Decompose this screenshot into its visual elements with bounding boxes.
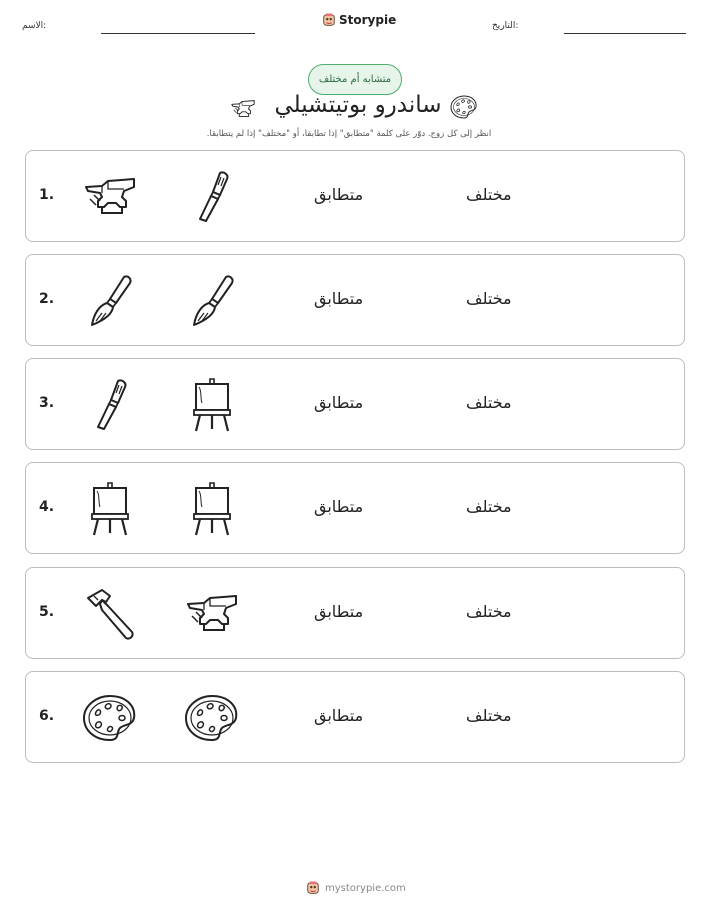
option-same[interactable]: متطابق [314,602,364,621]
anvil-icon [226,95,260,123]
option-different[interactable]: مختلف [466,602,512,621]
row-number: 2. [39,291,55,307]
palette-icon [447,92,481,122]
option-different[interactable]: مختلف [466,393,512,412]
row-number: 4. [39,499,55,515]
easel-icon [80,479,140,539]
option-different[interactable]: مختلف [466,289,512,308]
easel-icon [182,479,242,539]
storypie-logo-icon [306,880,320,896]
name-label: الاسم: [22,21,47,31]
footer-url: mystorypie.com [325,882,406,894]
exercise-row [25,254,685,346]
option-different[interactable]: مختلف [466,185,512,204]
option-same[interactable]: متطابق [314,289,364,308]
exercise-row [25,150,685,242]
paintbrush-icon [182,271,242,331]
exercise-row [25,671,685,763]
easel-icon [182,375,242,435]
date-label: التاريخ: [492,21,519,31]
option-same[interactable]: متطابق [314,185,364,204]
brand-text: Storypie [339,13,397,27]
date-line[interactable] [564,33,686,34]
row-number: 3. [39,395,55,411]
page-title: ساندرو بوتيتشيلي [274,92,442,118]
palette-icon [80,688,140,748]
anvil-icon [80,167,140,227]
exercise-row [25,567,685,659]
exercise-row [25,462,685,554]
row-number: 1. [39,187,55,203]
storypie-logo-icon [322,12,336,28]
brand [322,12,396,28]
option-same[interactable]: متطابق [314,393,364,412]
palette-icon [182,688,242,748]
chisel-icon [182,167,242,227]
paintbrush-icon [80,271,140,331]
name-line[interactable] [101,33,255,34]
exercise-row [25,358,685,450]
option-same[interactable]: متطابق [314,706,364,725]
row-number: 5. [39,604,55,620]
row-number: 6. [39,708,55,724]
hammer-icon [80,584,140,644]
instructions: انظر إلى كل زوج. دوّر على كلمة "متطابق" إذا تطابقا، أو "مختلف" إذا لم يتطابقا. [206,129,492,139]
anvil-icon [182,584,242,644]
option-same[interactable]: متطابق [314,497,364,516]
footer [306,880,406,896]
option-different[interactable]: مختلف [466,497,512,516]
option-different[interactable]: مختلف [466,706,512,725]
topic-badge: متشابه أم مختلف [308,64,402,95]
chisel-icon [80,375,140,435]
